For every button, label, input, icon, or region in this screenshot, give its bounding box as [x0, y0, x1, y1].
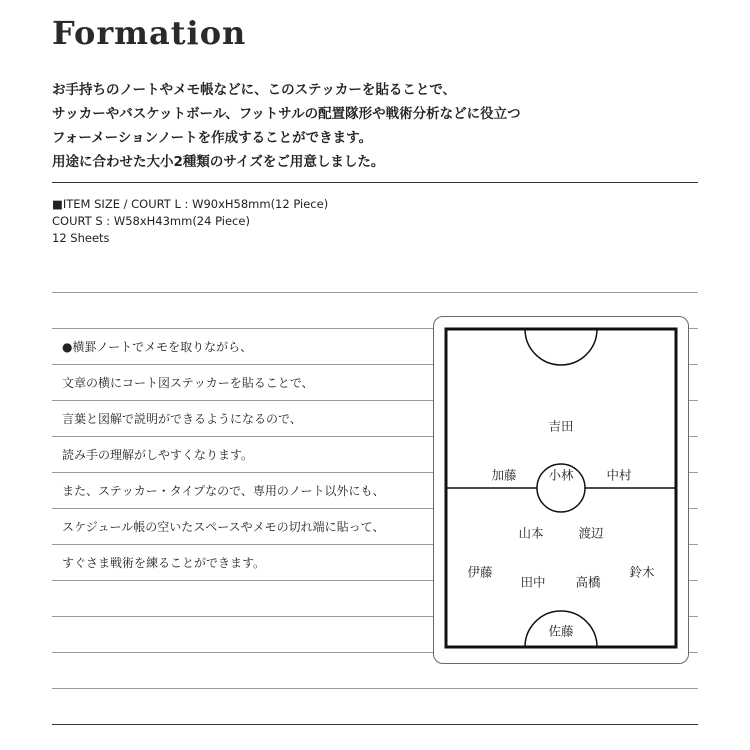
spec-line: 12 Sheets — [52, 231, 110, 245]
note-line-text: 文章の横にコート図ステッカーを貼ることで、 — [62, 376, 314, 390]
ruled-line — [52, 688, 698, 689]
note-line-text: 読み手の理解がしやすくなります。 — [62, 448, 254, 462]
player-label: 佐藤 — [548, 623, 574, 639]
note-line-text: また、ステッカー・タイプなので、専用のノート以外にも、 — [62, 484, 385, 498]
intro-line: お手持ちのノートやメモ帳などに、このステッカーを貼ることで、 — [52, 82, 457, 98]
player-label: 吉田 — [548, 418, 574, 434]
ruled-line — [52, 292, 698, 293]
intro-line: 用途に合わせた大小2種類のサイズをご用意しました。 — [52, 154, 385, 170]
spec-line: ■ITEM SIZE / COURT L : W90xH58mm(12 Piece) — [52, 197, 329, 211]
player-label: 鈴木 — [629, 564, 655, 580]
note-line-text: 言葉と図解で説明ができるようになるので、 — [62, 412, 302, 426]
player-label: 高橋 — [575, 574, 601, 590]
court-diagram — [434, 317, 688, 663]
player-label: 中村 — [606, 467, 632, 483]
intro-line: サッカーやバスケットボール、フットサルの配置隊形や戦術分析などに役立つ — [52, 106, 521, 122]
player-label: 渡辺 — [578, 525, 604, 541]
player-label: 小林 — [548, 467, 574, 483]
spec-line: COURT S : W58xH43mm(24 Piece) — [52, 214, 250, 228]
item-specs — [52, 196, 328, 247]
player-label: 山本 — [518, 525, 544, 541]
note-line-text: すぐさま戦術を練ることができます。 — [62, 556, 266, 570]
intro-line: フォーメーションノートを作成することができます。 — [52, 130, 373, 146]
player-label: 加藤 — [491, 467, 517, 483]
note-line-text: ●横罫ノートでメモを取りながら、 — [62, 340, 253, 354]
player-label: 伊藤 — [467, 564, 493, 580]
player-label: 田中 — [520, 574, 546, 590]
divider — [52, 724, 698, 725]
intro-text — [52, 78, 712, 174]
note-line-text: スケジュール帳の空いたスペースやメモの切れ端に貼って、 — [62, 520, 385, 534]
page-title: Formation — [52, 14, 247, 52]
court-sticker — [433, 316, 689, 664]
divider — [52, 182, 698, 183]
top-goal-arc — [525, 329, 597, 365]
